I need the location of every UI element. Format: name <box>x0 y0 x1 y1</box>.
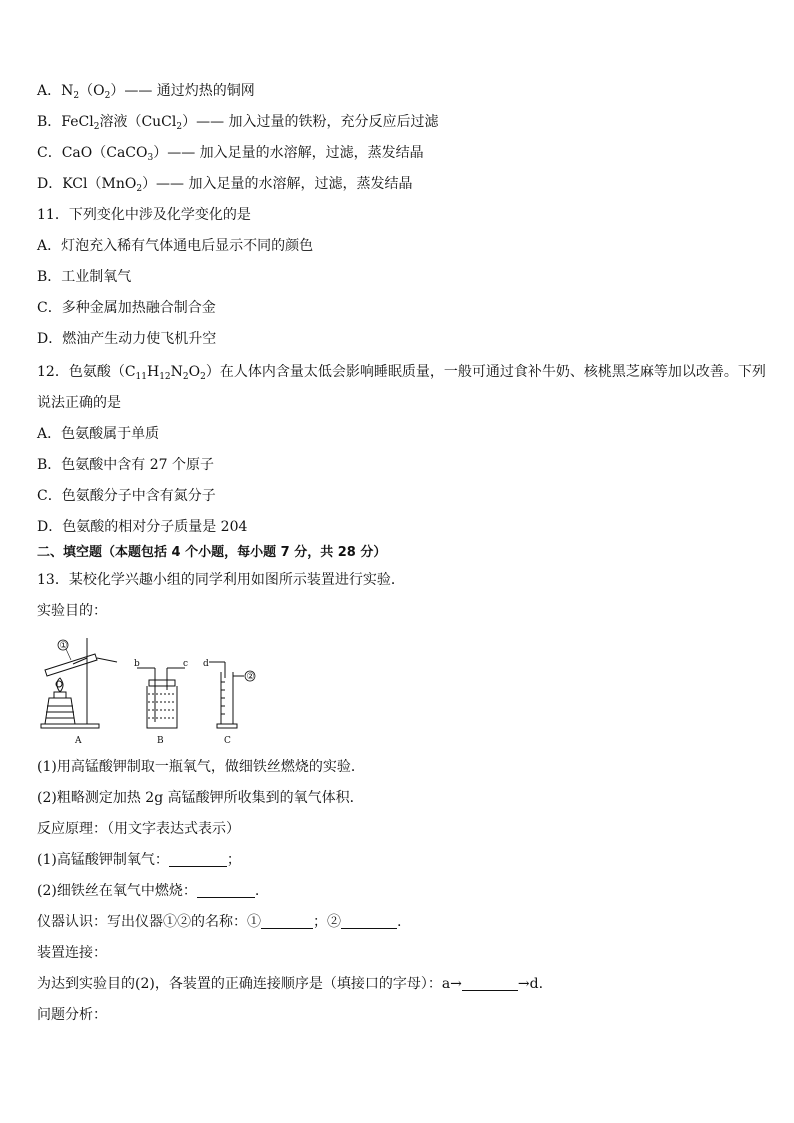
q11-stem: 11．下列变化中涉及化学变化的是 <box>37 207 251 223</box>
q11-option-b: B．工业制氧气 <box>37 269 132 285</box>
label-a: A <box>75 736 82 746</box>
apparatus-c <box>209 662 244 728</box>
answer-blank-4[interactable] <box>341 914 397 929</box>
apparatus-b <box>137 668 185 728</box>
q13-analysis-label: 问题分析： <box>37 1007 107 1023</box>
label-mark-1: ① <box>59 641 68 651</box>
q11-option-a: A．灯泡充入稀有气体通电后显示不同的颜色 <box>37 238 314 254</box>
apparatus-figure <box>37 628 277 750</box>
answer-blank-5[interactable] <box>462 976 518 991</box>
q12-option-c: C．色氨酸分子中含有氮分子 <box>37 488 216 504</box>
label-b: b <box>134 659 140 669</box>
q12-option-a: A．色氨酸属于单质 <box>37 426 160 442</box>
q12-option-d: D．色氨酸的相对分子质量是 204 <box>37 519 248 535</box>
label-d: d <box>203 659 209 669</box>
answer-blank-3[interactable] <box>261 914 313 929</box>
q12-stem-line2: 说法正确的是 <box>37 395 121 411</box>
q10-option-b: B．FeCl$_2$溶液（CuCl$_2$）—— 加入过量的铁粉，充分反应后过滤 <box>37 114 439 132</box>
q13-reaction-1: (1)高锰酸钾制氧气： ； <box>37 852 241 868</box>
q13-purpose-1: (1)用高锰酸钾制取一瓶氧气，做细铁丝燃烧的实验． <box>37 759 365 775</box>
q10-option-d: D．KCl（MnO$_2$）—— 加入足量的水溶解，过滤，蒸发结晶 <box>37 176 413 194</box>
q13-reaction-2: (2)细铁丝在氧气中燃烧： . <box>37 883 260 899</box>
q11-option-d: D．燃油产生动力使飞机升空 <box>37 331 217 347</box>
q13-connection: 为达到实验目的(2)，各装置的正确连接顺序是（填接口的字母）：a→ →d. <box>37 976 544 992</box>
answer-blank-1[interactable] <box>169 852 227 867</box>
section-heading: 二、填空题（本题包括 4 个小题，每小题 7 分，共 28 分） <box>37 545 387 560</box>
q13-stem: 13．某校化学兴趣小组的同学利用如图所示装置进行实验． <box>37 572 405 588</box>
apparatus-a <box>41 638 117 728</box>
q10-option-a: A．$N_2(O_2)——$ 通过灼热的铜网 <box>37 83 255 101</box>
q11-option-c: C．多种金属加热融合制合金 <box>37 300 216 316</box>
q13-purpose-label: 实验目的： <box>37 603 107 619</box>
label-b-letter: B <box>157 736 164 746</box>
label-c-letter: C <box>224 736 231 746</box>
q12-option-b: B．色氨酸中含有 27 个原子 <box>37 457 215 473</box>
label-mark-2: ② <box>246 672 255 682</box>
q13-principle: 反应原理：（用文字表达式表示） <box>37 821 240 837</box>
q13-instruments: 仪器认识：写出仪器①②的名称：① ；② . <box>37 914 402 930</box>
q10-option-c: C．CaO（CaCO$_3$）—— 加入足量的水溶解，过滤，蒸发结晶 <box>37 145 424 163</box>
label-c-port: c <box>183 659 189 669</box>
q13-connect-label: 装置连接： <box>37 945 107 961</box>
q13-purpose-2: (2)粗略测定加热 2g 高锰酸钾所收集到的氧气体积． <box>37 790 364 806</box>
answer-blank-2[interactable] <box>197 883 255 898</box>
q12-stem: 12．色氨酸$(C_{11}H_{12}N_2O_2)$在人体内含量太低会影响睡眠质量，一般可通过食补牛奶、核桃黑芝麻等加以改善。下列 <box>37 364 766 382</box>
